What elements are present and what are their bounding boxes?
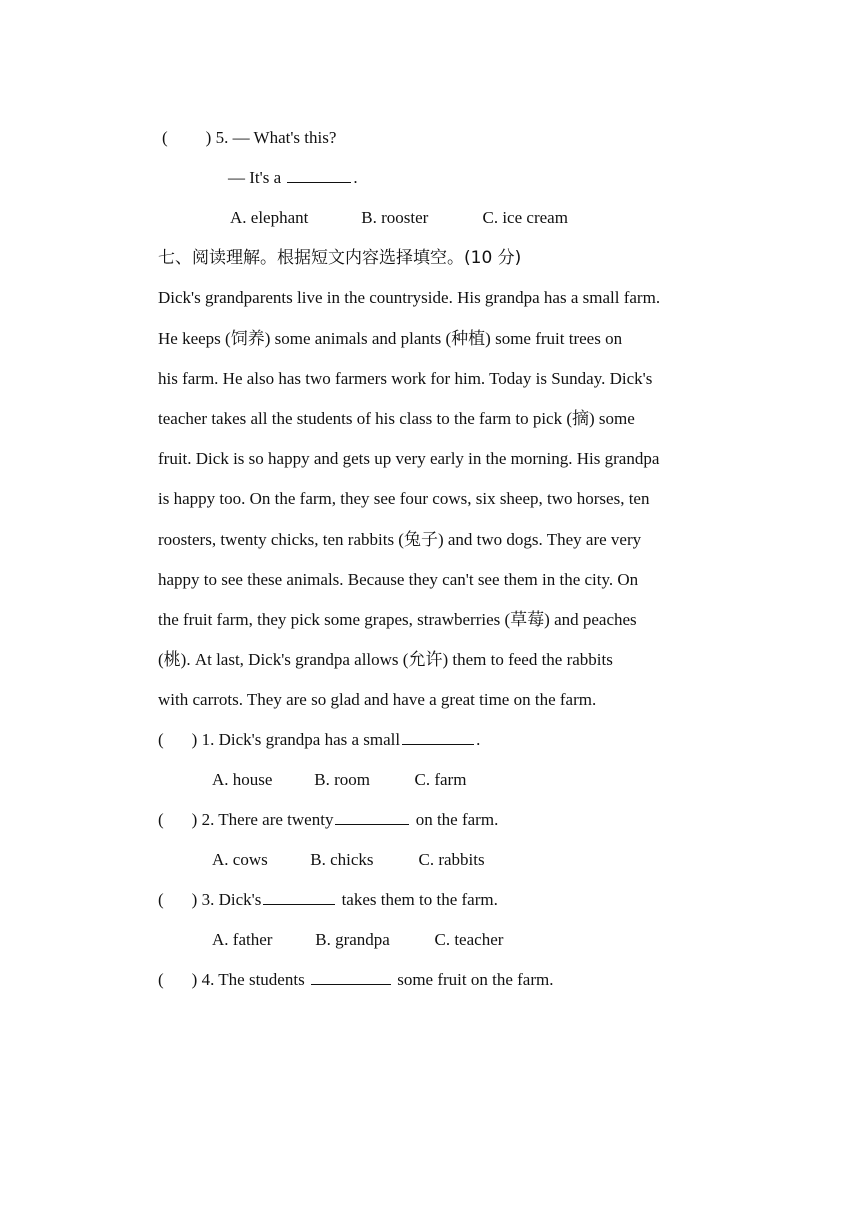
option-a: A. elephant [230,208,309,227]
question-4 [158,968,553,992]
question-text-after: takes them to the farm. [341,890,498,909]
option-a: A. house [212,770,273,789]
option-c: C. rabbits [418,850,485,869]
section-title: 七、阅读理解。根据短文内容选择填空。(10 分) [158,248,522,268]
passage-line: happy to see these animals. Because they can't see them in the city. On [158,570,639,589]
question-5-answer [228,166,358,190]
option-b: B. room [314,770,370,789]
answer-blank [287,166,351,183]
passage-line: is happy too. On the farm, they see four cows, six sheep, two horses, ten [158,489,650,508]
question-text-after: . [476,730,481,749]
answer-blank [335,808,409,825]
question-3 [158,888,498,912]
question-2 [158,808,498,832]
question-text-after: on the farm. [415,810,499,829]
answer-paren-close: ) [191,730,198,749]
answer-paren-close: ) [191,970,198,989]
answer-paren-open: ( [158,730,164,749]
option-a: A. father [212,930,273,949]
question-text: 4. The students [201,970,305,989]
passage-line: He keeps (饲养) some animals and plants (种植) some fruit trees on [158,329,623,348]
answer-paren-open: ( [162,128,168,147]
question-5 [162,126,336,150]
question-5-options [230,206,568,230]
question-text: 2. There are twenty [201,810,334,829]
option-b: B. rooster [361,208,429,227]
answer-blank [402,728,474,745]
question-3-options [212,928,503,952]
passage-line: Dick's grandparents live in the countryside. His grandpa has a small farm. [158,288,661,307]
question-2-options [212,848,485,872]
option-b: B. grandpa [315,930,390,949]
question-prompt: — What's this? [232,128,337,147]
answer-suffix: . [353,168,358,187]
option-c: C. ice cream [482,208,568,227]
answer-paren-close: ) [191,890,198,909]
answer-paren-open: ( [158,810,164,829]
passage-line: (桃). At last, Dick's grandpa allows (允许) them to feed the rabbits [158,650,613,669]
passage-line: his farm. He also has two farmers work for him. Today is Sunday. Dick's [158,369,653,388]
option-c: C. teacher [434,930,504,949]
passage-line: teacher takes all the students of his class to the farm to pick (摘) some [158,409,635,428]
question-text: 3. Dick's [201,890,262,909]
answer-blank [311,968,391,985]
passage-line: the fruit farm, they pick some grapes, strawberries (草莓) and peaches [158,610,637,629]
passage-line: roosters, twenty chicks, ten rabbits (兔子) and two dogs. They are very [158,530,642,549]
question-number: 5. [215,128,229,147]
answer-blank [263,888,335,905]
answer-paren-open: ( [158,970,164,989]
answer-paren-open: ( [158,890,164,909]
question-text: 1. Dick's grandpa has a small [201,730,401,749]
passage-line: fruit. Dick is so happy and gets up very early in the morning. His grandpa [158,449,660,468]
option-b: B. chicks [310,850,374,869]
option-a: A. cows [212,850,268,869]
question-1-options [212,768,466,792]
passage-line: with carrots. They are so glad and have a great time on the farm. [158,690,597,709]
answer-prefix: — It's a [228,168,282,187]
question-text-after: some fruit on the farm. [397,970,554,989]
question-1 [158,728,480,752]
answer-paren-close: ) [205,128,212,147]
option-c: C. farm [414,770,467,789]
answer-paren-close: ) [191,810,198,829]
